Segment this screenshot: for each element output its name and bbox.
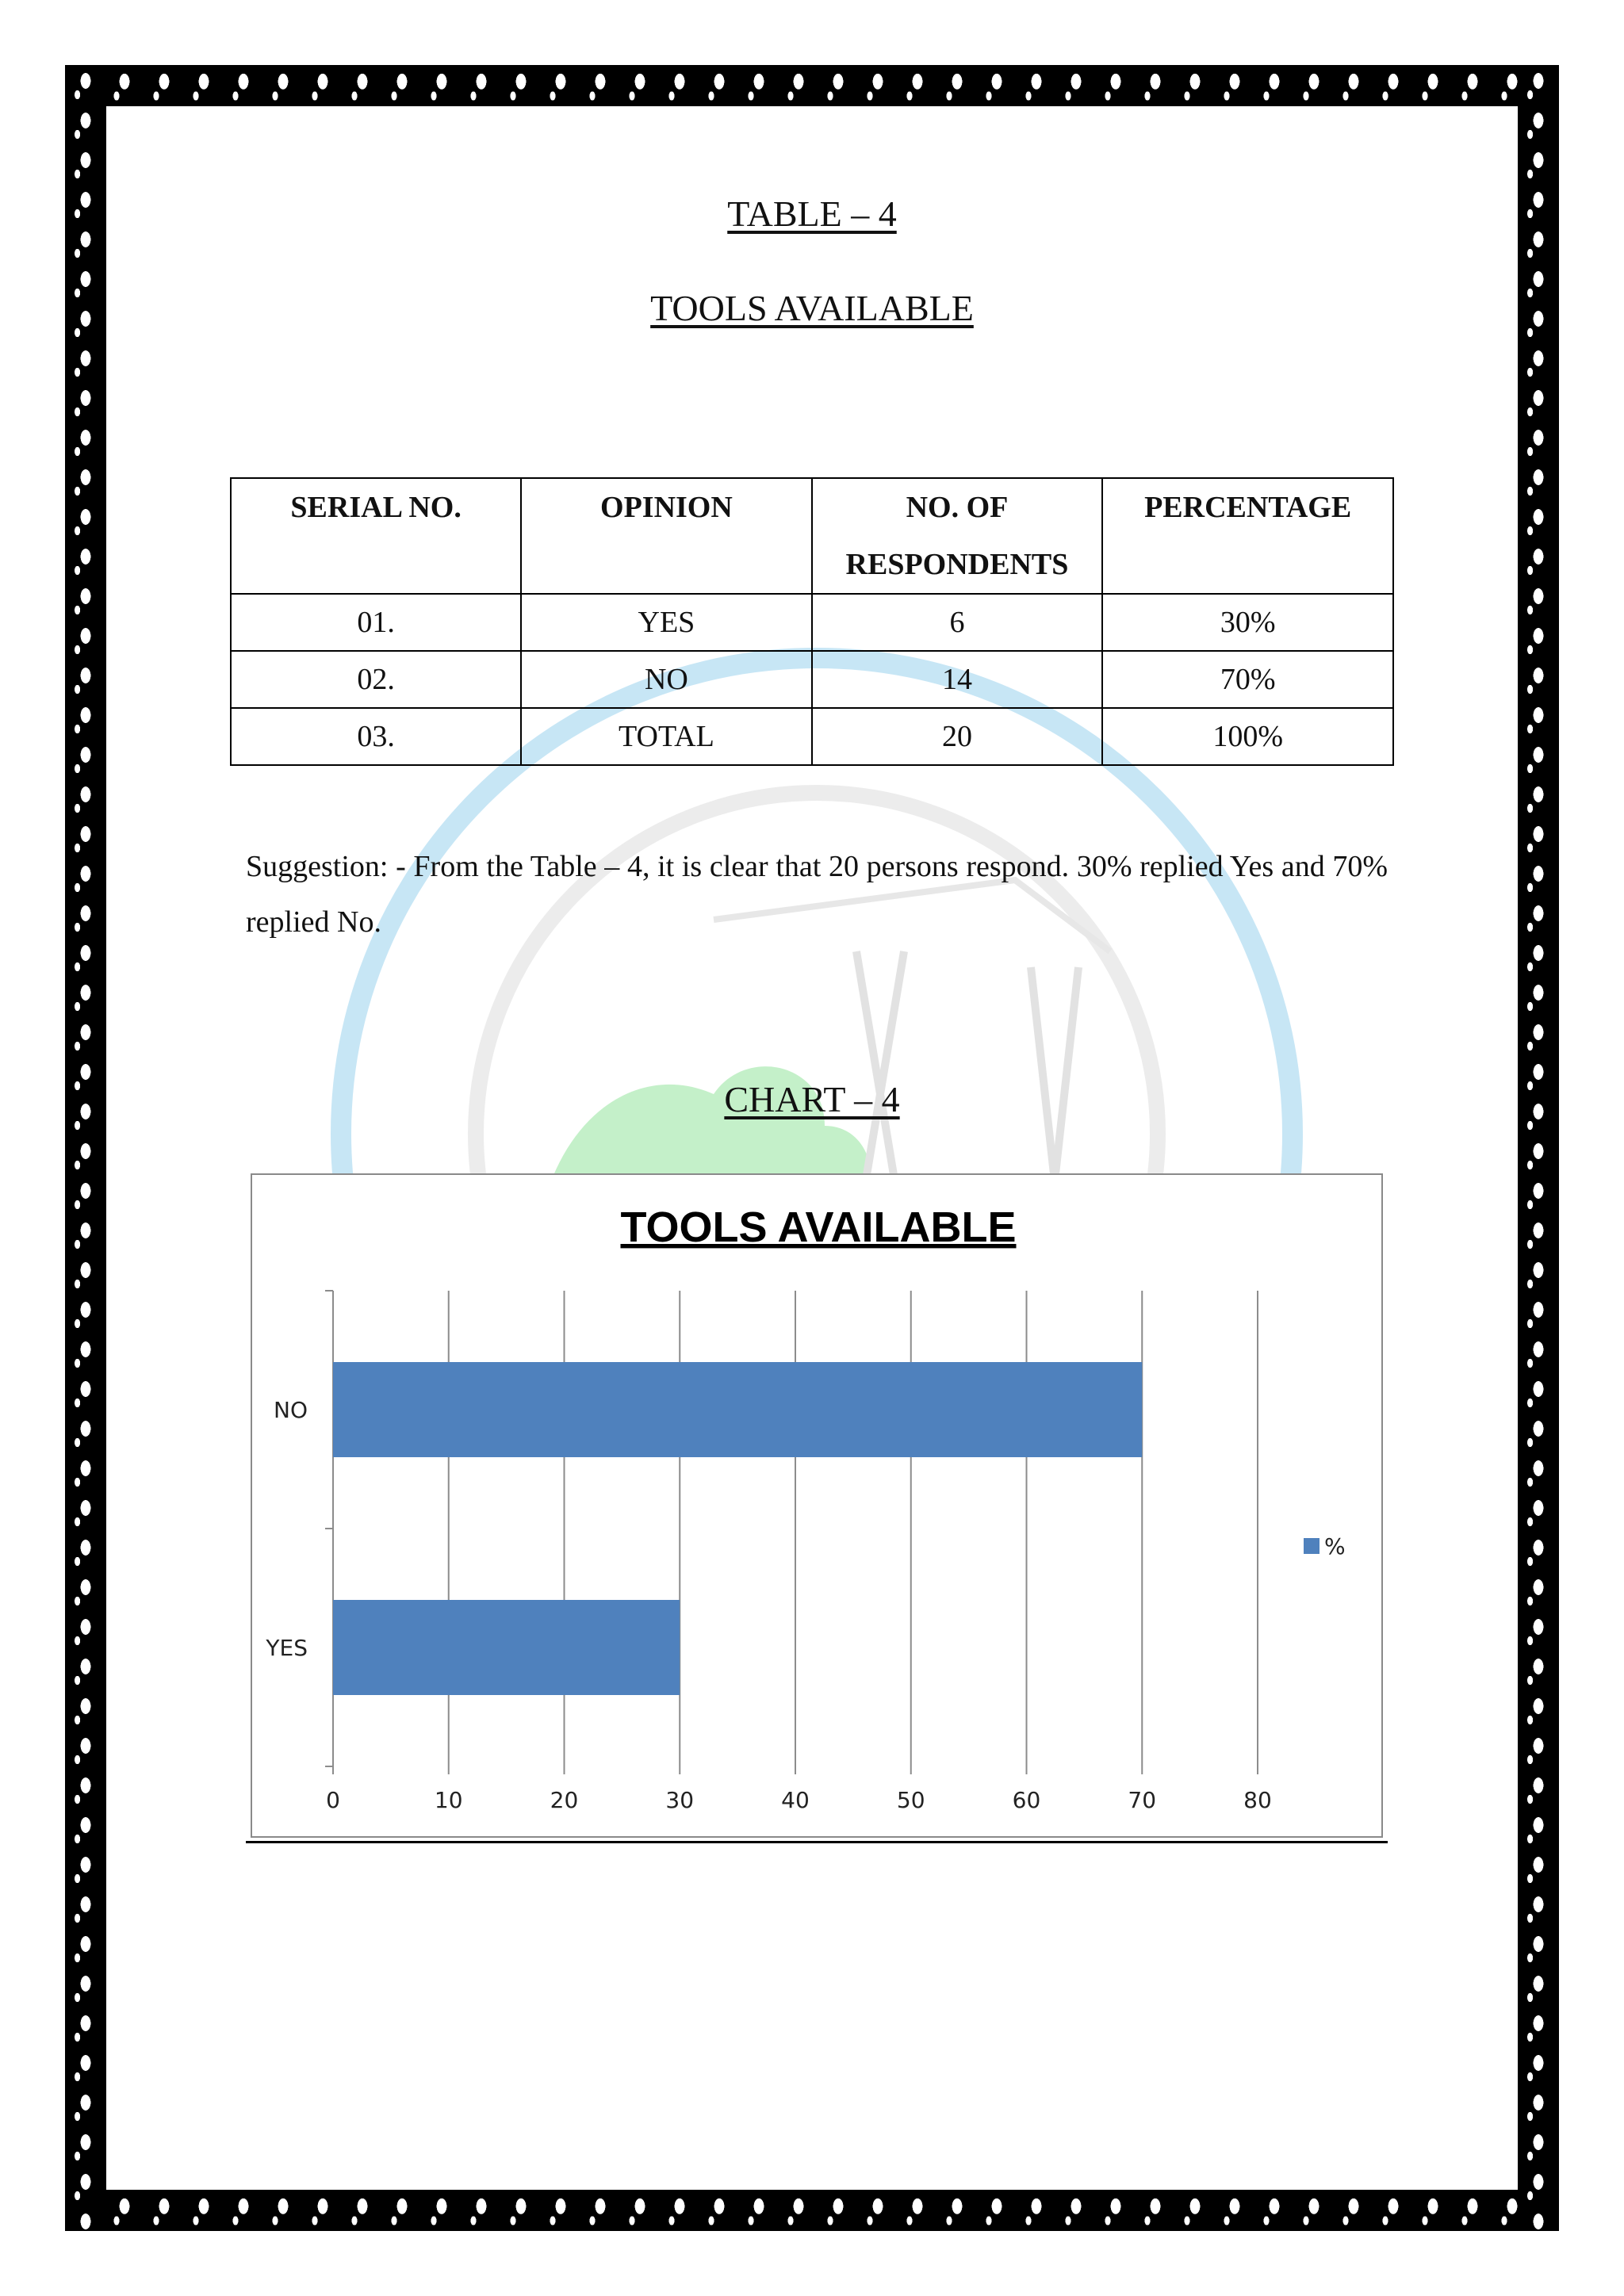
bar-chart bbox=[252, 1175, 1385, 1839]
header-respondents-line2: RESPONDENTS bbox=[845, 548, 1069, 581]
bar-no bbox=[333, 1362, 1142, 1457]
cell-opinion: NO bbox=[521, 651, 811, 708]
cell-percentage: 70% bbox=[1102, 651, 1393, 708]
x-tick-label: 0 bbox=[326, 1787, 340, 1813]
cell-respondents: 14 bbox=[812, 651, 1103, 708]
table-subtitle: TOOLS AVAILABLE bbox=[650, 288, 974, 328]
chart-container bbox=[251, 1173, 1383, 1838]
chart-underline bbox=[246, 1841, 1388, 1843]
cell-opinion: TOTAL bbox=[521, 708, 811, 765]
header-respondents-line1: NO. OF bbox=[906, 491, 1009, 524]
header-opinion: OPINION bbox=[521, 478, 811, 594]
cell-respondents: 6 bbox=[812, 594, 1103, 651]
header-percentage: PERCENTAGE bbox=[1102, 478, 1393, 594]
suggestion-text: Suggestion: - From the Table – 4, it is clear that 20 persons respond. 30% replied Yes and 70% replied No. bbox=[246, 850, 1388, 939]
bar-yes bbox=[333, 1600, 680, 1695]
x-tick-label: 50 bbox=[896, 1787, 925, 1813]
legend-swatch bbox=[1304, 1538, 1320, 1554]
table-header-row bbox=[231, 478, 1393, 594]
x-tick-label: 10 bbox=[434, 1787, 463, 1813]
x-tick-label: 20 bbox=[550, 1787, 579, 1813]
x-tick-label: 30 bbox=[665, 1787, 695, 1813]
header-serial: SERIAL NO. bbox=[231, 478, 521, 594]
cell-opinion: YES bbox=[521, 594, 811, 651]
table-row bbox=[231, 708, 1393, 765]
header-respondents bbox=[812, 478, 1103, 594]
border-right bbox=[1518, 65, 1559, 2231]
border-left bbox=[65, 65, 106, 2231]
table-title: TABLE – 4 bbox=[727, 193, 897, 234]
cell-percentage: 100% bbox=[1102, 708, 1393, 765]
legend-label: % bbox=[1324, 1533, 1346, 1559]
cell-respondents: 20 bbox=[812, 708, 1103, 765]
border-bottom bbox=[65, 2190, 1559, 2231]
cell-serial: 02. bbox=[231, 651, 521, 708]
cell-percentage: 30% bbox=[1102, 594, 1393, 651]
y-category-label: NO bbox=[274, 1397, 308, 1423]
chart-title: TOOLS AVAILABLE bbox=[620, 1203, 1017, 1251]
x-tick-label: 80 bbox=[1243, 1787, 1272, 1813]
x-tick-label: 40 bbox=[781, 1787, 810, 1813]
cell-serial: 01. bbox=[231, 594, 521, 651]
chart-caption: CHART – 4 bbox=[724, 1079, 900, 1119]
table-row bbox=[231, 594, 1393, 651]
cell-serial: 03. bbox=[231, 708, 521, 765]
table-row bbox=[231, 651, 1393, 708]
x-tick-label: 70 bbox=[1128, 1787, 1157, 1813]
border-top bbox=[65, 65, 1559, 106]
tools-table bbox=[230, 477, 1394, 766]
y-category-label: YES bbox=[266, 1635, 308, 1661]
x-tick-label: 60 bbox=[1012, 1787, 1041, 1813]
